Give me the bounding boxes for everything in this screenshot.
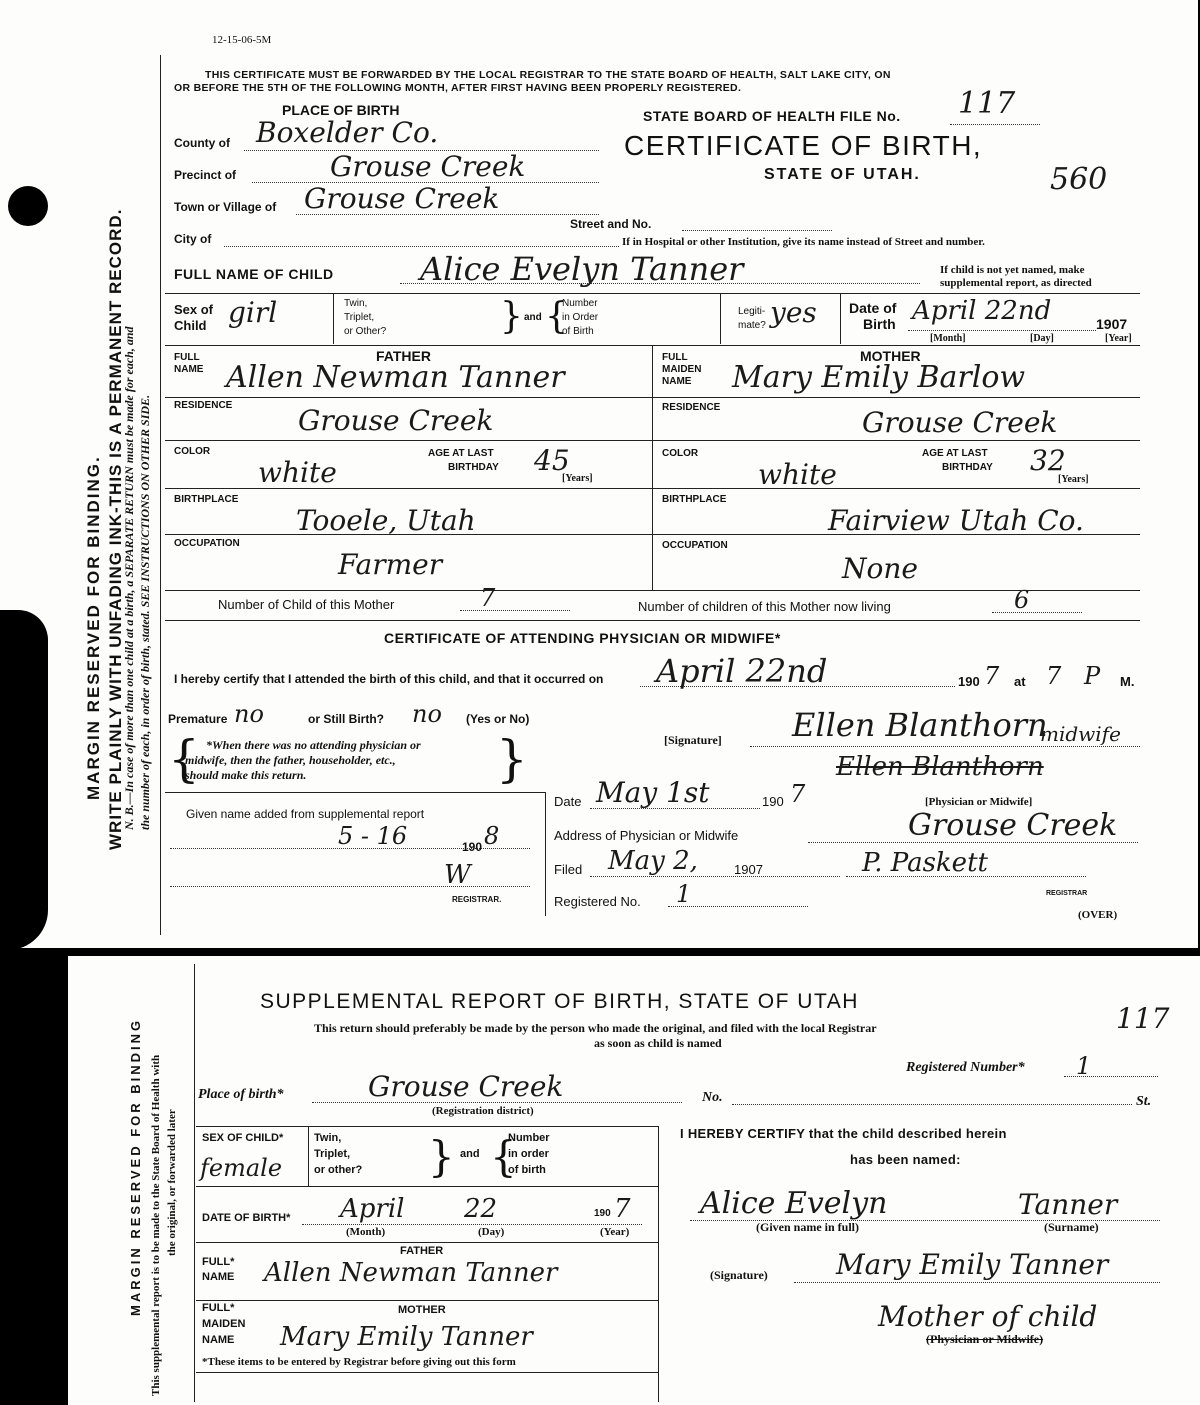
signature-line xyxy=(750,746,1140,747)
child-name-note-1: If child is not yet named, make xyxy=(940,264,1085,276)
surname-value[interactable]: Tanner xyxy=(1018,1188,1118,1221)
no-label: No. xyxy=(702,1090,723,1105)
registrar-value[interactable]: P. Paskett xyxy=(862,848,988,878)
dob-value[interactable]: April 22nd xyxy=(912,296,1052,326)
s-twin-2: Triplet, xyxy=(314,1148,351,1160)
st-label: St. xyxy=(1136,1094,1152,1109)
precinct-value[interactable]: Grouse Creek xyxy=(330,150,526,183)
rule-4 xyxy=(165,620,1140,621)
s-year-label: (Year) xyxy=(600,1226,630,1238)
ink-stain xyxy=(0,610,48,950)
dob-year[interactable]: 1907 xyxy=(1096,316,1128,332)
father-rule-1 xyxy=(165,397,652,398)
supp-box-year-prefix: 190 xyxy=(462,840,483,854)
father-rule-4 xyxy=(165,534,652,535)
month-label: [Month] xyxy=(930,333,966,344)
supplement-margin-1: This supplemental report is to be made to the State Board of Health with xyxy=(150,1054,162,1396)
father-color-label: COLOR xyxy=(174,446,211,457)
father-name-value[interactable]: Allen Newman Tanner xyxy=(226,360,565,395)
s-footnote: *These items to be entered by Registrar before giving out this form xyxy=(202,1356,516,1368)
child-number-label: Number of Child of this Mother xyxy=(218,597,395,612)
s-dob-label: DATE OF BIRTH* xyxy=(202,1212,291,1224)
s-dob-day[interactable]: 22 xyxy=(464,1194,498,1224)
mother-color-value[interactable]: white xyxy=(758,458,837,491)
mother-birthplace-value[interactable]: Fairview Utah Co. xyxy=(828,504,1084,537)
legit-value[interactable]: yes xyxy=(770,296,817,329)
certify-line-1: I HEREBY CERTIFY that the child described herein xyxy=(680,1126,1007,1141)
filed-value[interactable]: May 2, xyxy=(608,846,698,876)
supplemental-report xyxy=(68,956,1200,1405)
signature-role: midwife xyxy=(1040,722,1121,746)
s-father-heading: FATHER xyxy=(400,1245,444,1257)
box-right xyxy=(658,1126,659,1402)
s-order-1: Number xyxy=(508,1132,550,1144)
twin-label-3: or Other? xyxy=(344,326,387,337)
father-rule-3 xyxy=(165,488,652,489)
supp-box-year[interactable]: 8 xyxy=(484,822,500,850)
notice-line-2: OR BEFORE THE 5TH OF THE FOLLOWING MONTH, AFTER FIRST HAVING BEEN PROPERLY REGISTERED. xyxy=(174,82,742,94)
father-heading: FATHER xyxy=(376,348,431,364)
supplement-margin-2: the original, or forwarded later xyxy=(166,1109,178,1256)
supp-box-initial: W xyxy=(444,860,471,890)
s-twin-3: or other? xyxy=(314,1164,363,1176)
child-name-value[interactable]: Alice Evelyn Tanner xyxy=(420,250,744,288)
supp-box-line-2 xyxy=(170,886,530,887)
children-living-label: Number of children of this Mother now living xyxy=(638,599,891,614)
rule-v2 xyxy=(720,294,721,344)
filed-line xyxy=(590,876,840,877)
father-residence-label: RESIDENCE xyxy=(174,400,233,411)
signature-value[interactable]: Ellen Blanthorn xyxy=(792,706,1048,744)
mother-name-value[interactable]: Mary Emily Barlow xyxy=(732,360,1026,395)
father-color-value[interactable]: white xyxy=(258,456,337,489)
margin-rule xyxy=(160,55,161,935)
binding-margin-text: MARGIN RESERVED FOR BINDING. xyxy=(84,455,103,800)
county-label: County of xyxy=(174,136,230,150)
box-v1 xyxy=(308,1126,309,1186)
s-mother-name-label: NAME xyxy=(202,1334,235,1346)
s-order-2: in order xyxy=(508,1148,549,1160)
s-signature-line xyxy=(794,1282,1160,1283)
father-age-label-1: AGE AT LAST xyxy=(428,448,494,459)
s-role-value[interactable]: Mother of child xyxy=(878,1300,1098,1333)
father-rule-2 xyxy=(165,440,652,441)
brace-left: } xyxy=(500,296,523,337)
s-father-full: FULL* xyxy=(202,1256,235,1268)
lower-divider xyxy=(545,792,546,916)
s-mother-maiden: MAIDEN xyxy=(202,1318,246,1330)
registered-label: Registered No. xyxy=(554,894,641,909)
birth-year-prefix: 190 xyxy=(958,674,980,689)
city-label: City of xyxy=(174,232,212,246)
supplement-margin-rule xyxy=(194,964,195,1402)
surname-label: (Surname) xyxy=(1044,1220,1099,1234)
registrar-label: REGISTRAR xyxy=(1046,890,1088,897)
father-birthplace-label: BIRTHPLACE xyxy=(174,494,239,505)
father-occupation-value[interactable]: Farmer xyxy=(338,548,443,581)
city-line xyxy=(224,246,619,247)
mother-years-label: [Years] xyxy=(1058,474,1089,485)
father-age-value[interactable]: 45 xyxy=(534,444,570,477)
father-residence-value[interactable]: Grouse Creek xyxy=(298,404,494,437)
street-label: Street and No. xyxy=(570,217,652,231)
hospital-note: If in Hospital or other Institution, give its name instead of Street and number. xyxy=(622,236,985,248)
s-mother-heading: MOTHER xyxy=(398,1304,446,1316)
mother-rule-1 xyxy=(652,397,1140,398)
s-order-3: of birth xyxy=(508,1164,546,1176)
note-line-2: midwife, then the father, householder, etc., xyxy=(185,753,396,767)
physician-heading: CERTIFICATE OF ATTENDING PHYSICIAN OR MIDWIFE* xyxy=(384,630,781,646)
sex-of-child-value[interactable]: female xyxy=(200,1154,283,1182)
sex-label-2: Child xyxy=(174,318,207,333)
certify-line-2: has been named: xyxy=(850,1152,961,1167)
note-brace-right: } xyxy=(496,730,528,788)
precinct-label: Precinct of xyxy=(174,168,237,182)
mother-occupation-label: OCCUPATION xyxy=(662,540,728,551)
s-month-label: (Month) xyxy=(346,1226,386,1238)
lower-rule xyxy=(165,792,545,793)
no-line xyxy=(732,1104,1132,1105)
mother-residence-label: RESIDENCE xyxy=(662,402,721,413)
binding-margin xyxy=(0,0,160,948)
certify-text: I hereby certify that I attended the birth of this child, and that it occurred on xyxy=(174,672,604,686)
rule-v3 xyxy=(840,294,841,344)
father-name-label: NAME xyxy=(174,364,204,375)
mother-age-value[interactable]: 32 xyxy=(1030,444,1066,477)
dob-label-1: Date of xyxy=(849,300,897,316)
sex-of-child-label: SEX OF CHILD* xyxy=(202,1132,284,1144)
mother-rule-2 xyxy=(652,440,1140,441)
order-label-2: in Order xyxy=(562,312,599,323)
mother-residence-value[interactable]: Grouse Creek xyxy=(862,406,1058,439)
order-of-birth-notice: the number of each, in order of birth, stated. SEE INSTRUCTIONS ON OTHER SIDE. xyxy=(138,394,152,830)
dob-line xyxy=(908,330,1096,331)
form-code: 12-15-06-5M xyxy=(212,34,272,46)
registered-number-value[interactable]: 1 xyxy=(1076,1052,1092,1080)
note-line-1: *When there was no attending physician or xyxy=(206,738,421,752)
s-mother-full: FULL* xyxy=(202,1302,235,1314)
given-name-label: (Given name in full) xyxy=(756,1220,860,1234)
signature-label: [Signature] xyxy=(664,733,722,747)
supplement-title: SUPPLEMENTAL REPORT OF BIRTH, STATE OF UTAH xyxy=(260,990,859,1013)
father-full-label: FULL xyxy=(174,352,200,363)
child-number-line xyxy=(460,610,570,611)
registered-value[interactable]: 1 xyxy=(676,880,692,908)
registered-number-label: Registered Number* xyxy=(906,1060,1025,1075)
s-father-name-label: NAME xyxy=(202,1271,235,1283)
child-name-label: FULL NAME OF CHILD xyxy=(174,266,334,282)
twin-label-2: Triplet, xyxy=(344,312,375,323)
role-label: [Physician or Midwife] xyxy=(925,796,1033,808)
sex-value[interactable]: girl xyxy=(228,296,278,329)
sign-date-label: Date xyxy=(554,794,582,809)
multiple-birth-notice: N. B.—In case of more than one child at a birth, a SEPARATE RETURN must be made for each, and xyxy=(122,326,136,830)
town-value[interactable]: Grouse Creek xyxy=(304,182,500,215)
box-top xyxy=(196,1126,658,1127)
supp-box-registrar: REGISTRAR. xyxy=(452,895,502,904)
rule-1 xyxy=(165,293,1140,294)
birth-pm-value[interactable]: P xyxy=(1084,662,1101,690)
ink-spot xyxy=(8,186,48,226)
s-and: and xyxy=(460,1148,480,1160)
day-label: [Day] xyxy=(1030,333,1054,344)
yes-no-label: (Yes or No) xyxy=(466,712,530,726)
birth-date-value[interactable]: April 22nd xyxy=(656,652,828,690)
certificate-title: CERTIFICATE OF BIRTH, xyxy=(624,130,983,161)
box-bottom xyxy=(196,1372,658,1373)
s-dob-year[interactable]: 7 xyxy=(614,1194,631,1224)
father-occupation-label: OCCUPATION xyxy=(174,538,240,549)
dob-label-2: Birth xyxy=(863,316,896,332)
father-age-label-2: BIRTHDAY xyxy=(448,462,499,473)
s-brace-left: } xyxy=(428,1132,455,1181)
s-twin-1: Twin, xyxy=(314,1132,342,1144)
over-label: (OVER) xyxy=(1078,909,1118,921)
notice-line-1: THIS CERTIFICATE MUST BE FORWARDED BY THE LOCAL REGISTRAR TO THE STATE BOARD OF HEALTH, SALT LAKE CITY, ON xyxy=(205,69,891,81)
file-number-value[interactable]: 117 xyxy=(958,86,1016,121)
certificate-subtitle: STATE OF UTAH. xyxy=(764,166,921,183)
mother-rule-3 xyxy=(652,488,1140,489)
stamp-number: 560 xyxy=(1050,162,1108,197)
district-label: (Registration district) xyxy=(432,1105,534,1117)
sex-label-1: Sex of xyxy=(174,302,214,317)
s-dob-year-prefix: 190 xyxy=(594,1208,611,1219)
premature-value[interactable]: no xyxy=(234,700,264,728)
order-label-3: of Birth xyxy=(562,326,594,337)
mother-name-label: NAME xyxy=(662,376,692,387)
twin-label-1: Twin, xyxy=(344,298,368,309)
year-label: [Year] xyxy=(1105,333,1132,344)
father-birthplace-value[interactable]: Tooele, Utah xyxy=(296,504,476,537)
county-value[interactable]: Boxelder Co. xyxy=(256,116,439,149)
supplement-corner-number: 117 xyxy=(1116,1002,1170,1035)
sign-date-value[interactable]: May 1st xyxy=(596,776,710,809)
mother-birthplace-label: BIRTHPLACE xyxy=(662,494,727,505)
mother-rule-4 xyxy=(652,534,1140,535)
town-label: Town or Village of xyxy=(174,200,277,214)
brace-right: { xyxy=(545,296,568,337)
note-line-3: should make this return. xyxy=(185,768,307,782)
child-number-value[interactable]: 7 xyxy=(480,584,496,612)
parents-divider xyxy=(652,345,653,590)
still-birth-value[interactable]: no xyxy=(412,700,442,728)
file-number-line xyxy=(950,124,1040,125)
signature-value-2: Ellen Blanthorn xyxy=(836,752,1044,782)
mother-full-label: FULL xyxy=(662,352,688,363)
given-name-value[interactable]: Alice Evelyn xyxy=(700,1186,888,1221)
children-living-line xyxy=(992,612,1082,613)
mother-color-label: COLOR xyxy=(662,448,699,459)
filed-year: 1907 xyxy=(734,862,763,877)
box-rule-2 xyxy=(196,1242,658,1243)
street-line xyxy=(682,230,832,231)
supplement-sub-2: as soon as child is named xyxy=(594,1036,722,1050)
legit-label-1: Legiti- xyxy=(738,306,766,317)
unfading-ink-notice: WRITE PLAINLY WITH UNFADING INK-THIS IS A PERMANENT RECORD. xyxy=(106,208,125,850)
supplement-margin-3: MARGIN RESERVED FOR BINDING xyxy=(128,1017,143,1316)
birth-year-value[interactable]: 7 xyxy=(984,662,1000,690)
s-dob-month[interactable]: April xyxy=(340,1194,405,1224)
s-signature-label: (Signature) xyxy=(710,1268,768,1282)
premature-label: Premature xyxy=(168,712,228,726)
order-label-1: Number xyxy=(562,298,598,309)
address-value[interactable]: Grouse Creek xyxy=(908,808,1118,843)
s-role-label: (Physician or Midwife) xyxy=(926,1332,1044,1346)
still-birth-label: or Still Birth? xyxy=(308,712,384,726)
at-label: at xyxy=(1014,674,1026,689)
s-father-name[interactable]: Allen Newman Tanner xyxy=(264,1258,558,1288)
birth-time-value[interactable]: 7 xyxy=(1046,662,1062,690)
place-of-birth-value[interactable]: Grouse Creek xyxy=(368,1070,564,1103)
filed-label: Filed xyxy=(554,862,583,877)
s-signature-value[interactable]: Mary Emily Tanner xyxy=(836,1248,1109,1281)
note-brace-left: { xyxy=(168,730,200,788)
s-brace-right: { xyxy=(490,1132,517,1181)
mother-maiden-label: MAIDEN xyxy=(662,364,702,375)
sign-year-prefix: 190 xyxy=(762,794,784,809)
supp-box-date[interactable]: 5 - 16 xyxy=(338,822,408,850)
s-day-label: (Day) xyxy=(478,1226,505,1238)
father-years-label: [Years] xyxy=(562,473,593,484)
mother-age-label-1: AGE AT LAST xyxy=(922,448,988,459)
legit-label-2: mate? xyxy=(738,320,766,331)
sign-year-value[interactable]: 7 xyxy=(790,780,806,808)
address-label: Address of Physician or Midwife xyxy=(554,828,739,843)
s-mother-name[interactable]: Mary Emily Tanner xyxy=(280,1322,533,1352)
file-number-label: STATE BOARD OF HEALTH FILE No. xyxy=(643,108,901,124)
supp-box-title: Given name added from supplemental report xyxy=(186,807,425,821)
mother-heading: MOTHER xyxy=(860,348,921,364)
mother-age-label-2: BIRTHDAY xyxy=(942,462,993,473)
m-label: M. xyxy=(1120,674,1135,689)
place-of-birth-heading: PLACE OF BIRTH xyxy=(282,102,400,118)
children-living-value[interactable]: 6 xyxy=(1014,586,1030,614)
mother-occupation-value[interactable]: None xyxy=(842,552,918,585)
and-label: and xyxy=(524,312,542,323)
rule-v1 xyxy=(333,294,334,344)
place-of-birth-label: Place of birth* xyxy=(198,1087,284,1102)
s-dob-line xyxy=(302,1224,642,1225)
rule-3 xyxy=(165,590,1140,591)
child-name-note-2: supplemental report, as directed xyxy=(940,277,1092,289)
box-rule-3 xyxy=(196,1300,658,1301)
box-rule-1 xyxy=(196,1186,658,1187)
supplement-sub-1: This return should preferably be made by the person who made the original, and filed with the local Registrar xyxy=(314,1021,877,1035)
